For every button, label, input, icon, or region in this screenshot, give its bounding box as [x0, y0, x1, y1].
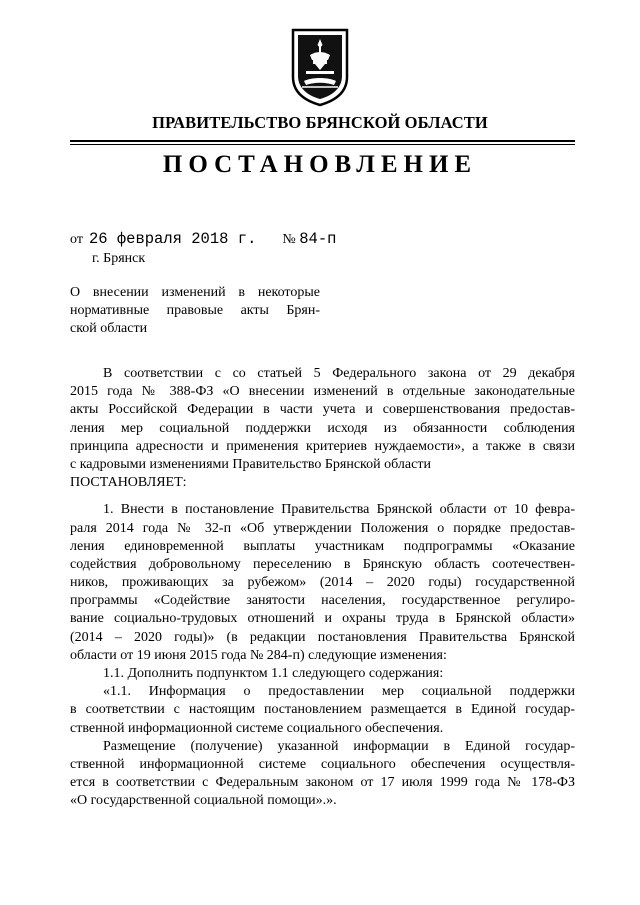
- body-line: программы «Содействие занятости населения, государственное регулиро-: [70, 593, 575, 609]
- body-line: в соответствии с настоящим постановлением размещается в Единой государ-: [70, 702, 575, 718]
- header-rule-thin: [70, 144, 575, 145]
- document-body: [70, 365, 575, 811]
- number-label: №: [282, 232, 296, 247]
- body-line: раля 2014 года № 32-п «Об утверждении Положения о порядке предостав-: [70, 520, 575, 536]
- bryansk-coat-of-arms-icon: [288, 27, 352, 107]
- body-line: 1. Внести в постановление Правительства Брянской области от 10 февра-: [103, 502, 575, 518]
- body-line: «О государственной социальной помощи».».: [70, 793, 337, 809]
- subject-line: О внесении изменений в некоторые: [70, 285, 320, 300]
- body-line: ственной информационной системе социального обеспечения осуществля-: [70, 756, 575, 772]
- body-line: акты Российской Федерации в части учета и совершенствования предостав-: [70, 402, 575, 418]
- body-line: В соответствии с со статьей 5 Федерального закона от 29 декабря: [103, 366, 575, 381]
- body-line: «1.1. Информация о предоставлении мер социальной поддержки: [103, 684, 575, 700]
- document-type: ПОСТАНОВЛЕНИЕ: [162, 151, 478, 178]
- body-line: Размещение (получение) указанной информации в Единой государ-: [103, 738, 575, 754]
- city: г. Брянск: [92, 251, 146, 266]
- body-line: ников, проживающих за рубежом» (2014 – 2020 годы) государственной: [70, 575, 575, 591]
- body-line: (2014 – 2020 годы)» (в редакции постановления Правительства Брянской: [70, 629, 575, 645]
- subject-line: ской области: [70, 321, 148, 337]
- body-line: ления единовременной выплаты участникам подпрограммы «Оказание: [70, 538, 575, 554]
- body-line: принципа адресности и применения критериев нуждаемости», а также в связи: [70, 438, 575, 454]
- subject-line: нормативные правовые акты Брян-: [70, 303, 320, 319]
- header-rule-thick: [70, 140, 575, 142]
- document-number: 84-п: [299, 230, 337, 248]
- date-prefix: от: [70, 232, 83, 247]
- body-line: ственной информационной системе социального обеспечения.: [70, 720, 444, 736]
- body-line: ПОСТАНОВЛЯЕТ:: [70, 475, 187, 491]
- body-line: с кадровыми изменениями Правительство Брянской области: [70, 456, 431, 472]
- body-line: ется в соответствии с Федеральным законом от 17 июля 1999 года № 178-ФЗ: [70, 775, 575, 791]
- document-subject: [70, 284, 320, 339]
- body-line: 2015 года № 388-ФЗ «О внесении изменений в отдельные законодательные: [70, 384, 575, 400]
- date-number-line: [70, 230, 336, 248]
- body-line: 1.1. Дополнить подпунктом 1.1 следующего содержания:: [103, 666, 444, 681]
- organization-title: ПРАВИТЕЛЬСТВО БРЯНСКОЙ ОБЛАСТИ: [152, 113, 488, 132]
- body-line: вание социально-трудовых отношений и охраны труда в Брянской области»: [70, 611, 575, 627]
- document-date: 26 февраля 2018 г.: [88, 230, 257, 248]
- body-line: области от 19 июня 2015 года № 284-п) следующие изменения:: [70, 647, 447, 663]
- body-line: ления мер социальной поддержки исходя из обязанности соблюдения: [70, 420, 575, 436]
- body-line: содействия добровольному переселению в Брянскую область соотечествен-: [70, 556, 575, 572]
